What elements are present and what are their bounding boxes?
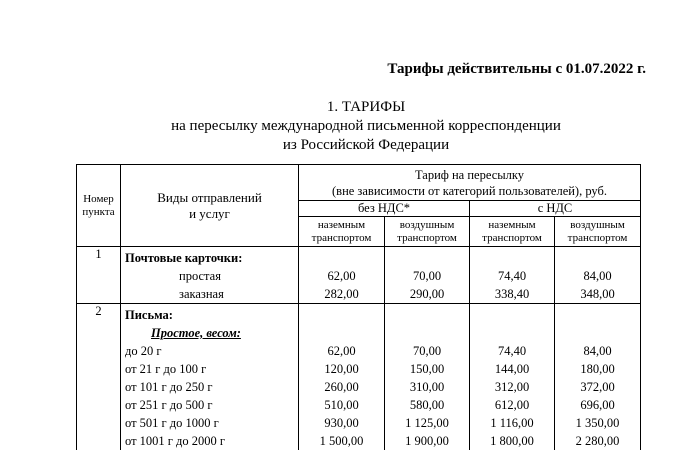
value-cell: 74,40 (470, 342, 554, 360)
value-cell: 290,00 (385, 285, 469, 303)
row-subheading: Простое, весом: (121, 324, 298, 342)
col-type-line-2: и услуг (121, 206, 298, 222)
air-line-1: воздушным (385, 219, 469, 232)
value-cell: 930,00 (299, 414, 384, 432)
value-cell: 348,00 (555, 285, 640, 303)
row-heading: Письма: (121, 306, 298, 324)
value-cell: 84,00 (555, 342, 640, 360)
ground-header-1 (299, 217, 385, 247)
air-header-1 (385, 217, 470, 247)
col-number-header (77, 165, 121, 247)
row-number: 2 (77, 304, 121, 450)
item-label: от 21 г до 100 г (121, 360, 298, 378)
tariff-table (76, 164, 641, 450)
col-type-header (121, 165, 299, 247)
row-description (121, 304, 299, 450)
value-cell: 1 800,00 (470, 432, 554, 450)
ground-line-2: транспортом (299, 232, 384, 245)
col-type-line-1: Виды отправлений (121, 190, 298, 206)
tariff-header-line-2: (вне зависимости от категорий пользователей), руб. (299, 183, 640, 199)
air-no-vat-values (385, 247, 470, 304)
value-cell: 1 500,00 (299, 432, 384, 450)
value-cell: 312,00 (470, 378, 554, 396)
value-cell: 144,00 (470, 360, 554, 378)
value-cell: 180,00 (555, 360, 640, 378)
title-line-3: из Российской Федерации (0, 136, 691, 155)
value-cell: 1 125,00 (385, 414, 469, 432)
tariff-header-line-1: Тариф на пересылку (299, 167, 640, 183)
ground-vat-values (470, 247, 555, 304)
value-cell: 310,00 (385, 378, 469, 396)
value-cell: 74,40 (470, 267, 554, 285)
air-vat-values (555, 247, 641, 304)
row-description (121, 247, 299, 304)
value-cell: 260,00 (299, 378, 384, 396)
ground-no-vat-values (299, 304, 385, 450)
table-row (77, 304, 641, 450)
row-number: 1 (77, 247, 121, 304)
item-label: заказная (121, 285, 298, 303)
air-no-vat-values (385, 304, 470, 450)
ground-line-1: наземным (470, 219, 554, 232)
table-row (77, 247, 641, 304)
value-cell: 120,00 (299, 360, 384, 378)
item-label: простая (121, 267, 298, 285)
value-cell: 1 900,00 (385, 432, 469, 450)
tariff-header (299, 165, 641, 201)
air-line-1: воздушным (555, 219, 640, 232)
ground-line-1: наземным (299, 219, 384, 232)
value-cell: 1 116,00 (470, 414, 554, 432)
value-cell: 338,40 (470, 285, 554, 303)
title-line-1: 1. ТАРИФЫ (0, 98, 691, 117)
air-line-2: транспортом (385, 232, 469, 245)
value-cell: 2 280,00 (555, 432, 640, 450)
document-title (0, 98, 691, 155)
air-line-2: транспортом (555, 232, 640, 245)
with-vat-header: с НДС (470, 201, 641, 217)
ground-vat-values (470, 304, 555, 450)
value-cell: 70,00 (385, 267, 469, 285)
air-vat-values (555, 304, 641, 450)
value-cell: 696,00 (555, 396, 640, 414)
item-label: от 101 г до 250 г (121, 378, 298, 396)
value-cell: 612,00 (470, 396, 554, 414)
row-heading: Почтовые карточки: (121, 249, 298, 267)
ground-header-2 (470, 217, 555, 247)
value-cell: 62,00 (299, 342, 384, 360)
value-cell: 70,00 (385, 342, 469, 360)
value-cell: 510,00 (299, 396, 384, 414)
value-cell: 282,00 (299, 285, 384, 303)
without-vat-header: без НДС* (299, 201, 470, 217)
item-label: от 1001 г до 2000 г (121, 432, 298, 450)
title-line-2: на пересылку международной письменной корреспонденции (0, 117, 691, 136)
value-cell: 580,00 (385, 396, 469, 414)
item-label: от 501 г до 1000 г (121, 414, 298, 432)
table-header-row-1 (77, 165, 641, 201)
air-header-2 (555, 217, 641, 247)
value-cell: 84,00 (555, 267, 640, 285)
item-label: от 251 г до 500 г (121, 396, 298, 414)
col-number-line-2: пункта (77, 206, 120, 219)
value-cell: 372,00 (555, 378, 640, 396)
value-cell: 150,00 (385, 360, 469, 378)
value-cell: 1 350,00 (555, 414, 640, 432)
value-cell: 62,00 (299, 267, 384, 285)
item-label: до 20 г (121, 342, 298, 360)
effective-date: Тарифы действительны с 01.07.2022 г. (387, 61, 646, 78)
ground-line-2: транспортом (470, 232, 554, 245)
col-number-line-1: Номер (77, 193, 120, 206)
ground-no-vat-values (299, 247, 385, 304)
